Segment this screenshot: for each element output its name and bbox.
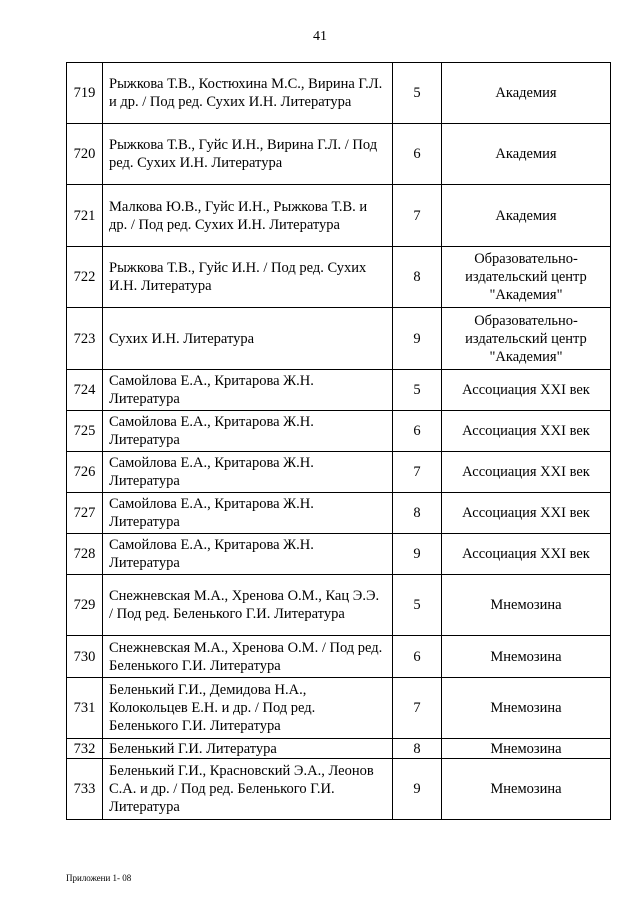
publisher: Ассоциация XXI век [442, 452, 611, 493]
author-title: Снежневская М.А., Хренова О.М. / Под ред. Беленького Г.И. Литература [103, 636, 393, 678]
row-number: 726 [67, 452, 103, 493]
grade: 5 [393, 63, 442, 124]
grade: 7 [393, 185, 442, 247]
table-row [67, 308, 611, 370]
table-row [67, 247, 611, 308]
grade: 6 [393, 411, 442, 452]
publisher: Академия [442, 63, 611, 124]
grade: 6 [393, 124, 442, 185]
row-number: 722 [67, 247, 103, 308]
table-row [67, 493, 611, 534]
row-number: 728 [67, 534, 103, 575]
grade: 8 [393, 739, 442, 759]
row-number: 732 [67, 739, 103, 759]
grade: 5 [393, 575, 442, 636]
table-row [67, 739, 611, 759]
grade: 9 [393, 534, 442, 575]
table-row [67, 124, 611, 185]
grade: 8 [393, 247, 442, 308]
author-title: Самойлова Е.А., Критарова Ж.Н. Литература [103, 493, 393, 534]
grade: 7 [393, 452, 442, 493]
grade: 5 [393, 370, 442, 411]
table-row [67, 370, 611, 411]
publisher: Академия [442, 124, 611, 185]
row-number: 721 [67, 185, 103, 247]
publisher: Образовательно-издательский центр "Академия" [442, 308, 611, 370]
publisher: Мнемозина [442, 759, 611, 820]
table-row [67, 534, 611, 575]
row-number: 727 [67, 493, 103, 534]
author-title: Рыжкова Т.В., Костюхина М.С., Вирина Г.Л. и др. / Под ред. Сухих И.Н. Литература [103, 63, 393, 124]
publisher: Мнемозина [442, 636, 611, 678]
author-title: Самойлова Е.А., Критарова Ж.Н. Литература [103, 370, 393, 411]
row-number: 731 [67, 678, 103, 739]
table-row [67, 636, 611, 678]
table-row [67, 411, 611, 452]
table-row [67, 759, 611, 820]
publisher: Мнемозина [442, 678, 611, 739]
row-number: 724 [67, 370, 103, 411]
grade: 9 [393, 308, 442, 370]
row-number: 719 [67, 63, 103, 124]
author-title: Рыжкова Т.В., Гуйс И.Н. / Под ред. Сухих И.Н. Литература [103, 247, 393, 308]
author-title: Рыжкова Т.В., Гуйс И.Н., Вирина Г.Л. / Под ред. Сухих И.Н. Литература [103, 124, 393, 185]
table-row [67, 63, 611, 124]
footer-note: Приложени 1- 08 [66, 873, 132, 883]
table-row [67, 185, 611, 247]
grade: 8 [393, 493, 442, 534]
row-number: 729 [67, 575, 103, 636]
publisher: Мнемозина [442, 739, 611, 759]
author-title: Беленький Г.И. Литература [103, 739, 393, 759]
row-number: 733 [67, 759, 103, 820]
author-title: Сухих И.Н. Литература [103, 308, 393, 370]
author-title: Беленький Г.И., Красновский Э.А., Леонов С.А. и др. / Под ред. Беленького Г.И. Литература [103, 759, 393, 820]
publisher: Ассоциация XXI век [442, 370, 611, 411]
textbook-table [66, 62, 611, 820]
grade: 9 [393, 759, 442, 820]
author-title: Снежневская М.А., Хренова О.М., Кац Э.Э. / Под ред. Беленького Г.И. Литература [103, 575, 393, 636]
author-title: Самойлова Е.А., Критарова Ж.Н. Литература [103, 411, 393, 452]
page-number: 41 [313, 29, 327, 44]
table-row [67, 575, 611, 636]
author-title: Беленький Г.И., Демидова Н.А., Колокольцев Е.Н. и др. / Под ред. Беленького Г.И. Литература [103, 678, 393, 739]
row-number: 720 [67, 124, 103, 185]
publisher: Ассоциация XXI век [442, 534, 611, 575]
publisher: Академия [442, 185, 611, 247]
row-number: 725 [67, 411, 103, 452]
publisher: Мнемозина [442, 575, 611, 636]
author-title: Малкова Ю.В., Гуйс И.Н., Рыжкова Т.В. и др. / Под ред. Сухих И.Н. Литература [103, 185, 393, 247]
table-row [67, 452, 611, 493]
row-number: 723 [67, 308, 103, 370]
publisher: Ассоциация XXI век [442, 411, 611, 452]
author-title: Самойлова Е.А., Критарова Ж.Н. Литература [103, 534, 393, 575]
author-title: Самойлова Е.А., Критарова Ж.Н. Литература [103, 452, 393, 493]
grade: 7 [393, 678, 442, 739]
row-number: 730 [67, 636, 103, 678]
publisher: Образовательно-издательский центр "Академия" [442, 247, 611, 308]
table-row [67, 678, 611, 739]
publisher: Ассоциация XXI век [442, 493, 611, 534]
grade: 6 [393, 636, 442, 678]
